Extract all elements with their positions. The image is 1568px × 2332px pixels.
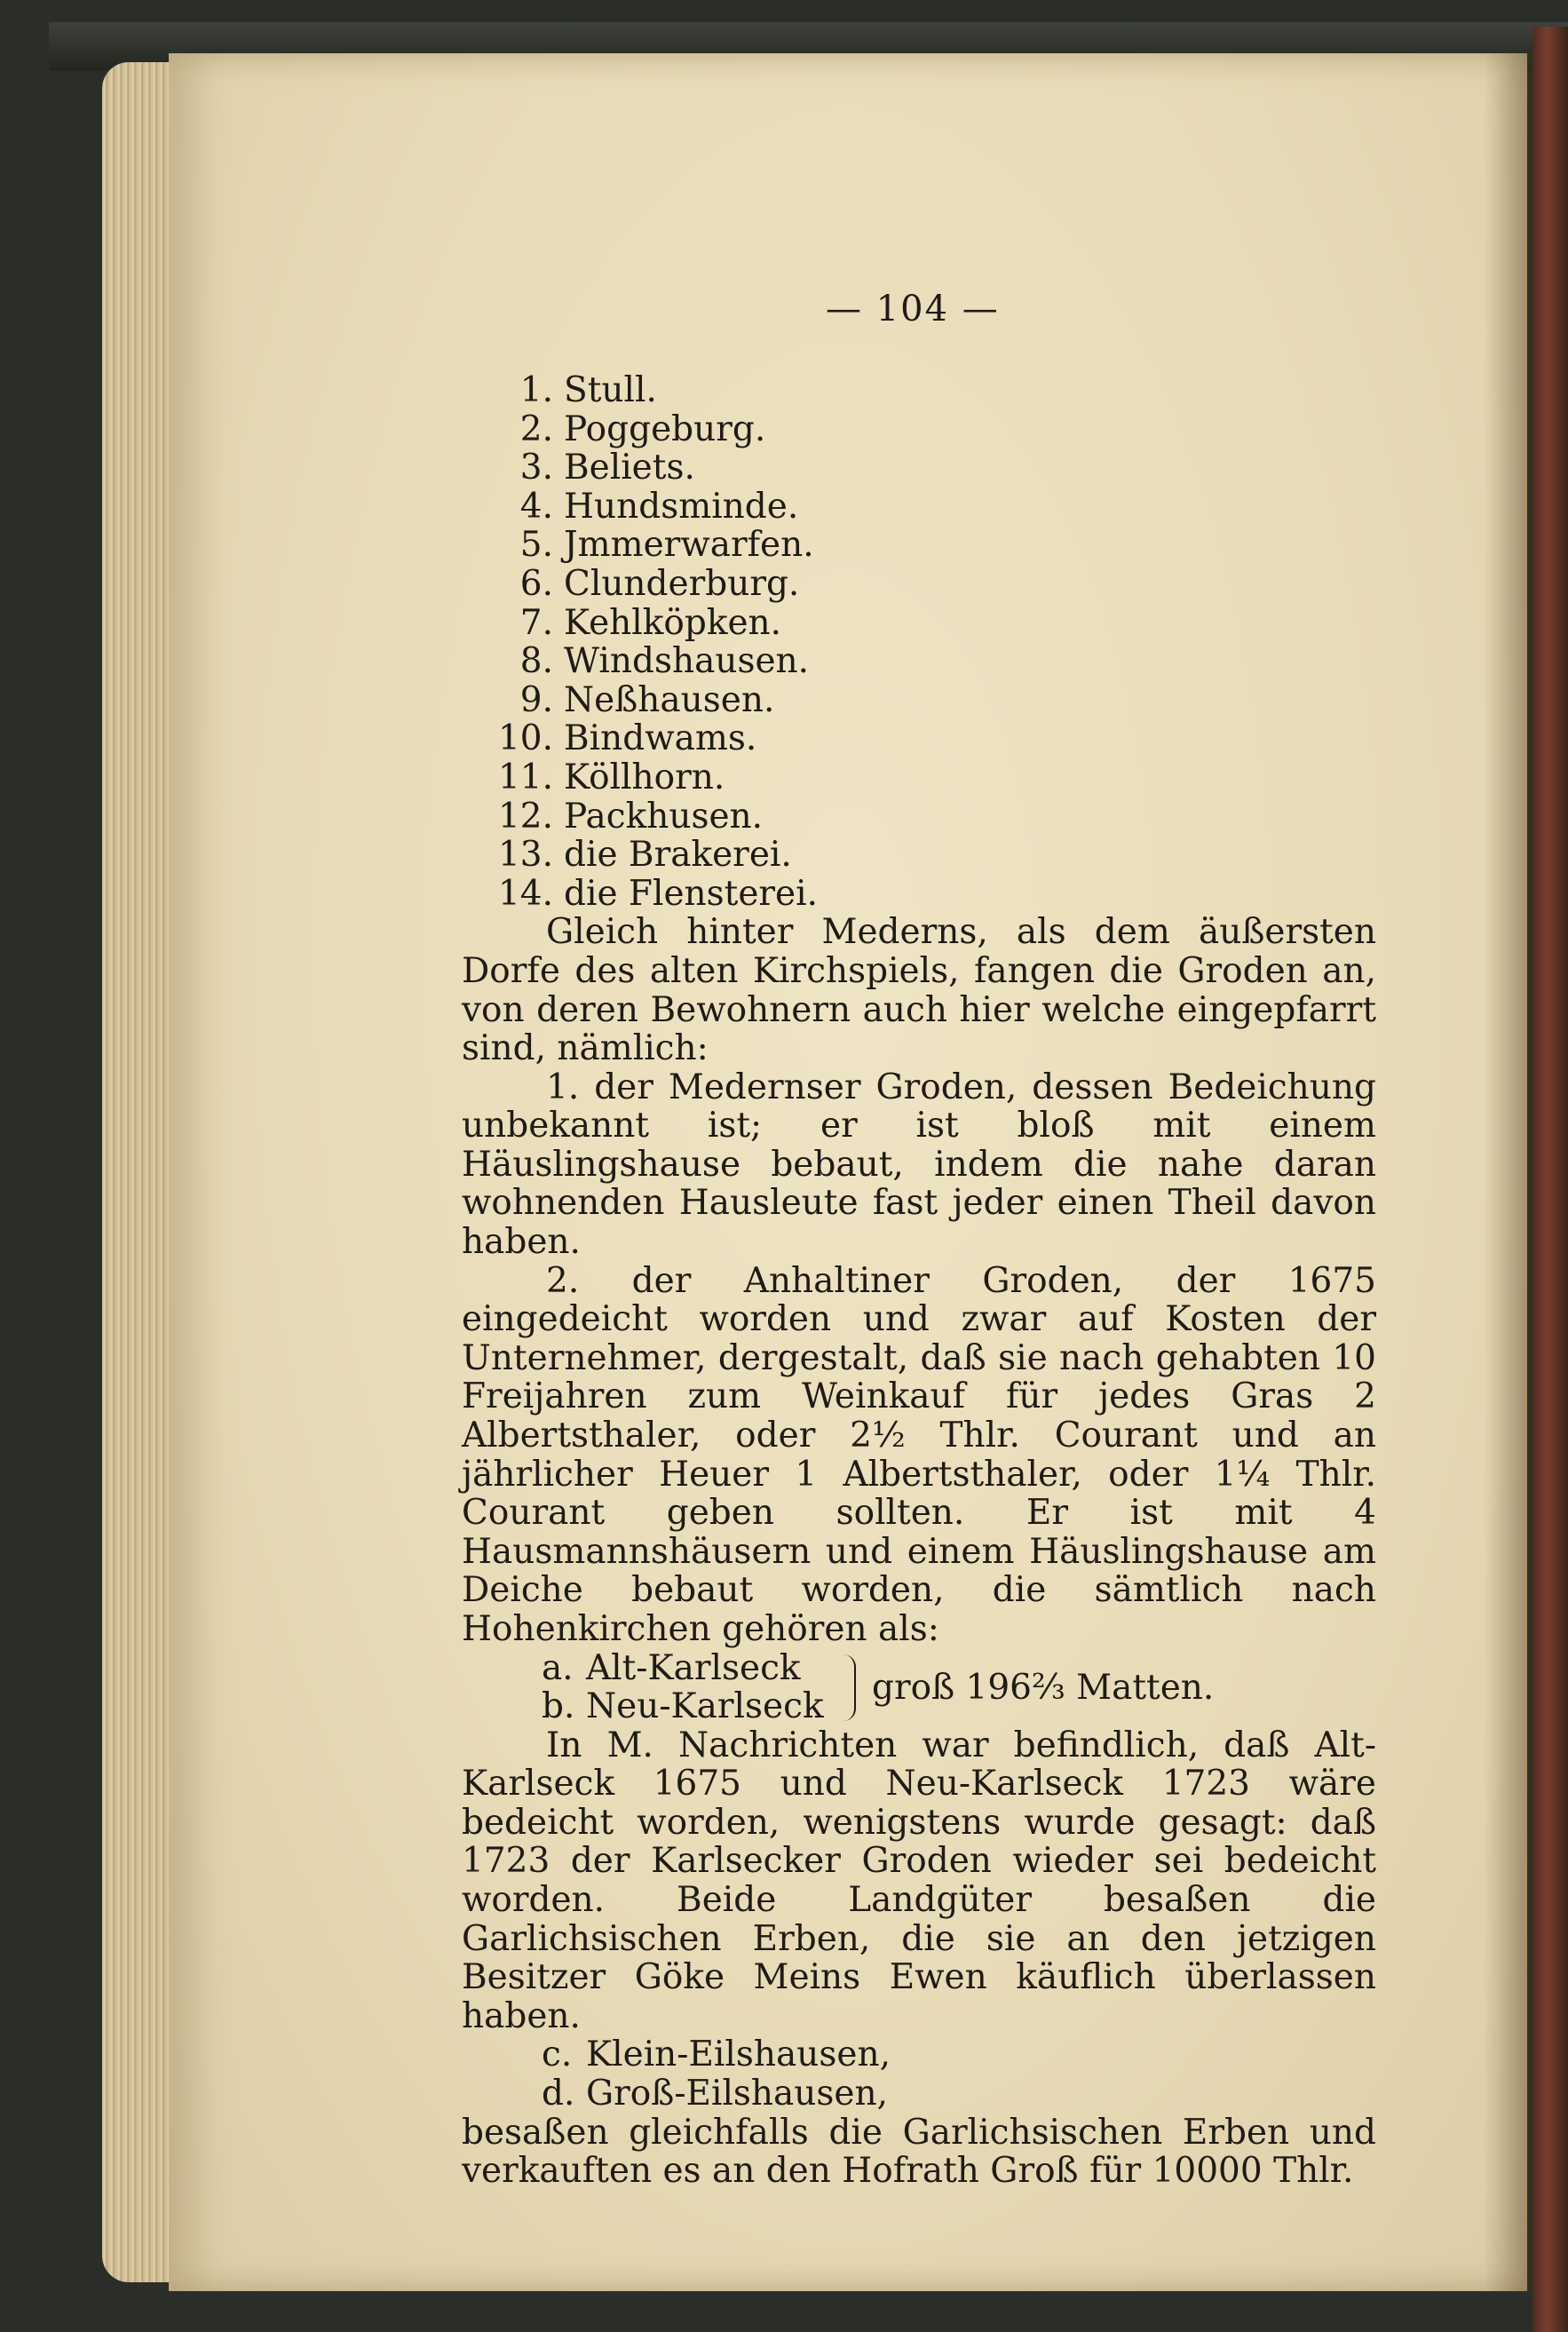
place-list (462, 371, 1376, 913)
paragraph-anhaltiner-groden: 2. der Anhaltiner Groden, der 1675 eingedeicht worden und zwar auf Kosten der Unternehmer, dergestalt, daß sie nach gehabten 10 Freijahren zum Weinkauf für jedes Gras 2 Albertsthaler, oder 2½ Thlr. Courant und an jährlicher Heuer 1 Albertsthaler, oder 1¼ Thlr. Courant geben sollten. Er ist mit 4 Hausmannshäusern und einem Häuslingshause am Deiche bebaut worden, die sämtlich nach Hohenkirchen gehören als: (462, 1260, 1376, 1649)
paragraph-gleich-hinter: Gleich hinter Mederns, als dem äußersten Dorfe des alten Kirchspiels, fangen die Groden an, von deren Bewohnern auch hier welche eingepfarrt sind, nämlich: (462, 912, 1376, 1069)
subitem-b: b. Neu-Karlseck (542, 1686, 824, 1727)
list-item: 8. Windshausen. (519, 641, 810, 682)
subitem-d: d. Groß-Eilshausen, (542, 2073, 889, 2114)
list-item: 10. Bindwams. (497, 718, 757, 759)
list-item: 6. Clunderburg. (519, 563, 800, 604)
subitem-c: c. Klein-Eilshausen, (542, 2035, 891, 2075)
list-item: 12. Packhusen. (497, 796, 764, 837)
list-item: 1. Stull. (519, 370, 657, 410)
list-item: 11. Köllhorn. (497, 757, 725, 797)
page-number: — 104 — (826, 289, 1000, 329)
gutter-shadow (1484, 53, 1532, 2291)
paragraph-besassen: besaßen gleichfalls die Garlichsischen Erben und verkauften es an den Hofrath Groß für 10000 Thlr. (462, 2112, 1376, 2192)
list-item: 3. Beliets. (519, 448, 695, 488)
karlseck-group (462, 1649, 1376, 1726)
subitem-a: a. Alt-Karlseck (542, 1647, 801, 1688)
curly-brace (835, 1654, 856, 1721)
book-cover-right (1532, 27, 1568, 2332)
list-item: 7. Kehlköpken. (519, 602, 782, 643)
page-content (462, 371, 1376, 2191)
paragraph-nachrichten: In M. Nachrichten war befindlich, daß Alt-Karlseck 1675 und Neu-Karlseck 1723 wäre bedeicht worden, wenigstens wurde gesagt: daß 1723 der Karlsecker Groden wieder sei bedeicht worden. Beide Landgüter besaßen die Garlichsischen Erben, die sie an den jetzigen Besitzer Göke Meins Ewen käuflich überlassen haben. (462, 1725, 1376, 2036)
list-item: 9. Neßhausen. (519, 679, 775, 720)
list-item: 2. Poggeburg. (519, 408, 766, 449)
list-item: 4. Hundsminde. (519, 486, 799, 527)
list-item: 5. Jmmerwarfen. (519, 525, 814, 566)
list-item: 13. die Brakerei. (497, 835, 792, 876)
brace-annotation: groß 196⅔ Matten. (872, 1667, 1215, 1708)
list-item: 14. die Flensterei. (497, 873, 819, 914)
paragraph-medernser-groden: 1. der Medernser Groden, dessen Bedeichung unbekannt ist; er ist bloß mit einem Häuslingshause bebaut, indem die nahe daran wohnenden Hausleute fast jeder einen Theil davon haben. (462, 1067, 1376, 1263)
